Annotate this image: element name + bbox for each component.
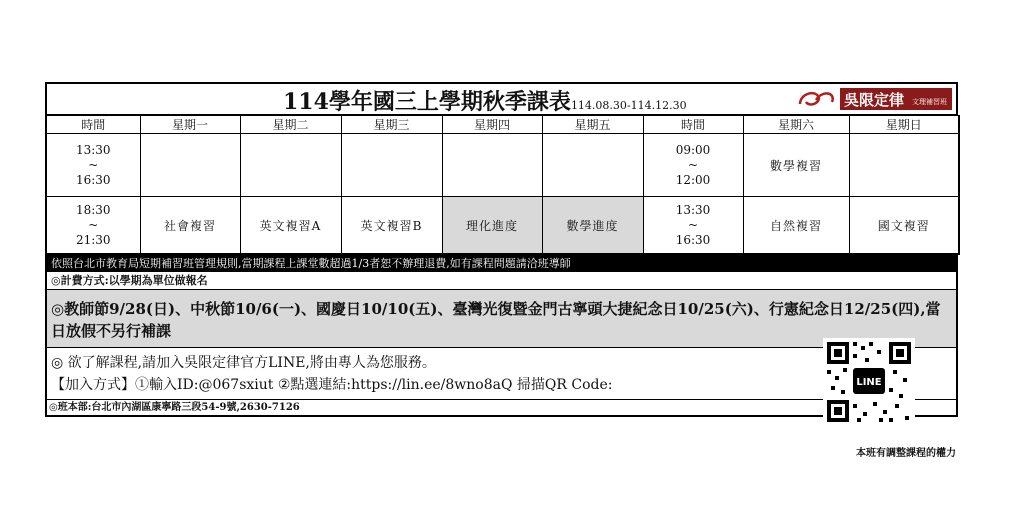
brand-subtitle: 文理補習班 xyxy=(912,98,947,106)
col-monday: 星期一 xyxy=(140,116,240,134)
rights-note: 本班有調整課程的權力 xyxy=(856,448,956,459)
regulation-note: 依照台北市教育局短期補習班管理規則,當期課程上課堂數超過1/3者恕不辦理退費,如有課程問題請洽班導師 xyxy=(45,255,958,272)
time-sep: ~ xyxy=(687,157,699,172)
time-cell xyxy=(46,197,140,255)
holiday-note: ◎教師節9/28(日)、中秋節10/6(一)、國慶日10/10(五)、臺灣光復暨金門古寧頭大捷紀念日10/25(六)、行憲紀念日12/25(四),當日放假不另行補課 xyxy=(45,290,958,348)
fee-note: ◎計費方式:以學期為單位做報名 xyxy=(45,272,958,290)
time-cell xyxy=(46,134,140,197)
col-sunday: 星期日 xyxy=(849,116,959,134)
time-end: 16:30 xyxy=(75,172,111,187)
contact-line-1: ◎ 欲了解課程,請加入吳限定律官方LINE,將由專人為您服務。 xyxy=(51,355,436,371)
qr-line-label: LINE xyxy=(856,377,882,388)
course-cell-saturday: 數學複習 xyxy=(743,134,849,197)
address-note: ◎班本部:台北市內湖區康寧路三段54-9號,2630-7126 xyxy=(45,400,958,417)
course-cell: 英文複習A xyxy=(240,197,341,255)
course-cell xyxy=(341,134,442,197)
course-cell: 數學進度 xyxy=(542,197,643,255)
time-end: 16:30 xyxy=(675,232,711,247)
course-cell xyxy=(240,134,341,197)
course-cell-sunday: 國文複習 xyxy=(849,197,959,255)
course-cell: 理化進度 xyxy=(442,197,542,255)
title-bar xyxy=(45,82,958,115)
contact-section xyxy=(45,348,958,400)
contact-line-2: 【加入方式】①輸入ID:@067sxiut ②點選連結:https://lin.ee/8wno8aQ 掃描QR Code: xyxy=(51,377,613,393)
course-cell xyxy=(542,134,643,197)
col-tuesday: 星期二 xyxy=(240,116,341,134)
col-time: 時間 xyxy=(46,116,140,134)
col-wednesday: 星期三 xyxy=(341,116,442,134)
timetable xyxy=(45,115,960,255)
time-sep: ~ xyxy=(88,157,99,172)
course-cell xyxy=(442,134,542,197)
col-thursday: 星期四 xyxy=(442,116,542,134)
course-cell-saturday: 自然複習 xyxy=(743,197,849,255)
col-friday: 星期五 xyxy=(542,116,643,134)
title-text: 114學年國三上學期秋季課表 xyxy=(283,89,571,115)
header-row xyxy=(46,116,959,134)
time-start: 13:30 xyxy=(75,142,111,157)
brand-name: 吳限定律 xyxy=(844,91,905,109)
table-row xyxy=(46,197,959,255)
time-end: 21:30 xyxy=(75,232,111,247)
course-cell-sunday xyxy=(849,134,959,197)
time-start: 13:30 xyxy=(675,202,711,217)
brand-logo xyxy=(796,86,954,112)
time-sep: ~ xyxy=(88,217,99,232)
time-end: 12:00 xyxy=(675,172,711,187)
course-cell: 社會複習 xyxy=(140,197,240,255)
time-cell-weekend xyxy=(643,197,743,255)
line-qr-code[interactable] xyxy=(823,338,915,426)
course-cell xyxy=(140,134,240,197)
page-title xyxy=(283,85,687,116)
course-cell: 英文複習B xyxy=(341,197,442,255)
col-time-weekend: 時間 xyxy=(643,116,743,134)
col-saturday: 星期六 xyxy=(743,116,849,134)
time-start: 09:00 xyxy=(675,142,711,157)
date-range: 114.08.30-114.12.30 xyxy=(570,99,687,112)
time-cell-weekend xyxy=(643,134,743,197)
schedule-sheet xyxy=(45,82,958,459)
time-start: 18:30 xyxy=(75,202,111,217)
table-row xyxy=(46,134,959,197)
time-sep: ~ xyxy=(687,217,699,232)
